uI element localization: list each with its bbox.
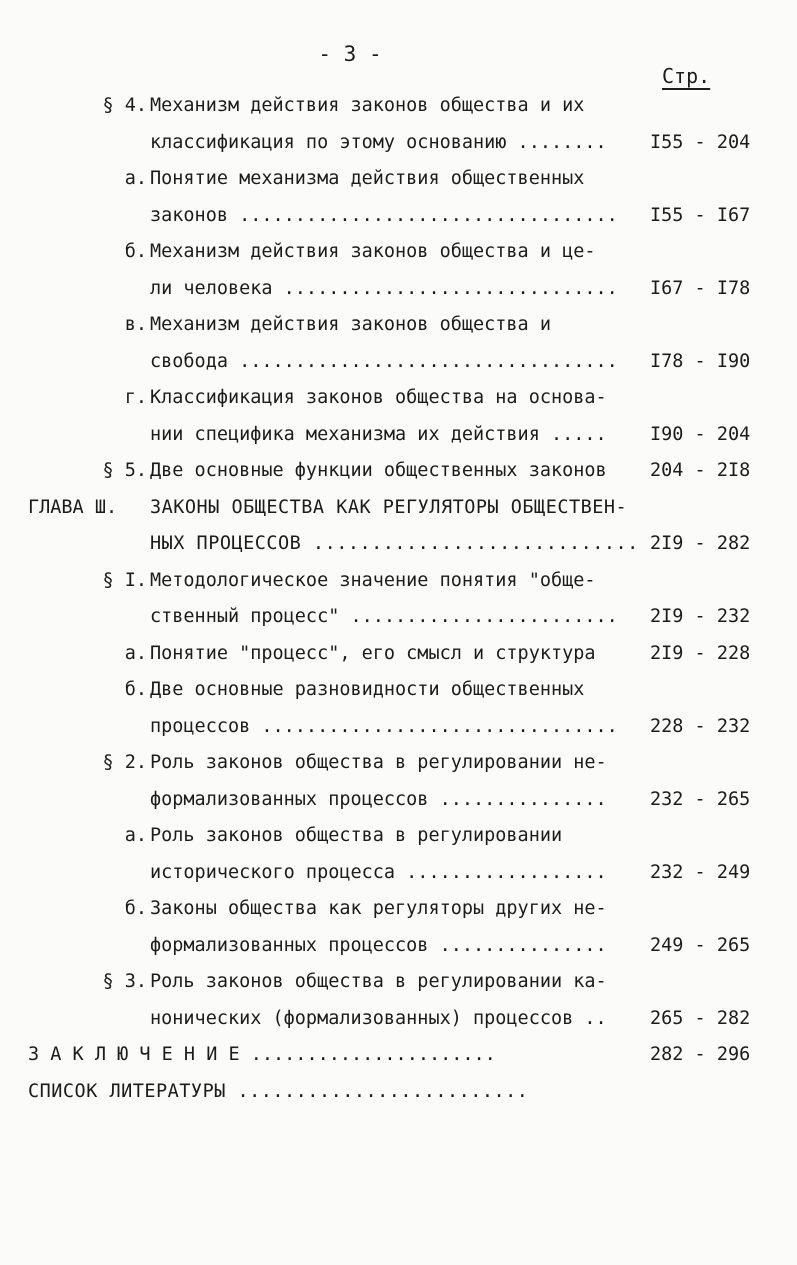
page-range: 232 - 249 bbox=[650, 861, 751, 883]
chapter-label: ГЛАВА Ш. bbox=[28, 496, 118, 518]
toc-row-conclusion bbox=[0, 1037, 797, 1074]
toc-row bbox=[0, 234, 797, 271]
table-of-contents bbox=[0, 88, 797, 1110]
toc-row bbox=[0, 380, 797, 417]
entry-text: формализованных процессов ............... bbox=[150, 934, 607, 956]
page-range: I55 - I67 bbox=[650, 204, 751, 226]
section-label: в. bbox=[124, 314, 147, 335]
toc-row bbox=[0, 782, 797, 819]
section-label: б. bbox=[124, 898, 147, 919]
entry-text: ственный процесс" ........................ bbox=[150, 606, 618, 627]
page-number: - 3 - bbox=[318, 42, 382, 66]
entry-text: Классификация законов общества на основа- bbox=[150, 387, 607, 408]
toc-row bbox=[0, 271, 797, 308]
section-label: б. bbox=[124, 241, 147, 262]
page-range: I78 - I90 bbox=[650, 350, 751, 372]
toc-row bbox=[0, 855, 797, 892]
toc-row bbox=[0, 307, 797, 344]
section-label: § 2. bbox=[102, 752, 147, 773]
entry-text: Механизм действия законов общества и их bbox=[150, 95, 585, 116]
entry-text: Законы общества как регуляторы других не- bbox=[150, 898, 607, 919]
entry-text: Механизм действия законов общества и це- bbox=[150, 241, 596, 262]
toc-row bbox=[0, 636, 797, 673]
entry-text: Роль законов общества в регулировании ка- bbox=[150, 971, 607, 992]
toc-row bbox=[0, 1001, 797, 1038]
toc-row-bibliography bbox=[0, 1074, 797, 1111]
toc-row bbox=[0, 964, 797, 1001]
entry-text: классификация по этому основанию ........ bbox=[150, 131, 607, 153]
entry-text: Методологическое значение понятия "обще- bbox=[150, 569, 596, 591]
toc-row bbox=[0, 344, 797, 381]
section-label: б. bbox=[124, 679, 147, 700]
toc-row bbox=[0, 928, 797, 965]
toc-row bbox=[0, 818, 797, 855]
entry-text: Понятие "процесс", его смысл и структура bbox=[150, 642, 596, 664]
page-range: 2I9 - 228 bbox=[650, 642, 751, 664]
page-range: 265 - 282 bbox=[650, 1007, 751, 1029]
entry-text: ли человека .............................. bbox=[150, 277, 618, 299]
toc-row bbox=[0, 745, 797, 782]
toc-row bbox=[0, 490, 797, 527]
section-label: § 3. bbox=[102, 971, 147, 992]
page-range: I90 - 204 bbox=[650, 423, 751, 445]
section-label: а. bbox=[124, 642, 147, 664]
toc-row bbox=[0, 891, 797, 928]
section-label: г. bbox=[124, 387, 147, 408]
entry-text: нонических (формализованных) процессов .. bbox=[150, 1007, 607, 1029]
entry-text: формализованных процессов ............... bbox=[150, 788, 607, 810]
entry-text: НЫХ ПРОЦЕССОВ ............................ bbox=[150, 533, 639, 554]
entry-text: З А К Л Ю Ч Е Н И Е ...................... bbox=[28, 1044, 496, 1065]
section-label: § I. bbox=[102, 569, 147, 591]
toc-row bbox=[0, 709, 797, 746]
page-range: 232 - 265 bbox=[650, 788, 751, 810]
toc-row bbox=[0, 599, 797, 636]
toc-row bbox=[0, 161, 797, 198]
page-range: I67 - I78 bbox=[650, 277, 751, 299]
page-range: 228 - 232 bbox=[650, 715, 751, 737]
toc-row bbox=[0, 417, 797, 454]
toc-row bbox=[0, 526, 797, 563]
entry-text: нии специфика механизма их действия ..... bbox=[150, 423, 607, 445]
section-label: а. bbox=[124, 825, 147, 846]
entry-text: исторического процесса .................. bbox=[150, 861, 607, 883]
toc-row bbox=[0, 125, 797, 162]
page-range: 282 - 296 bbox=[650, 1044, 751, 1065]
toc-row bbox=[0, 672, 797, 709]
page-range: 204 - 2I8 bbox=[650, 460, 751, 481]
entry-text: свобода .................................. bbox=[150, 350, 618, 372]
entry-text: Роль законов общества в регулировании не- bbox=[150, 752, 607, 773]
entry-text: Роль законов общества в регулировании bbox=[150, 825, 563, 846]
entry-text: Две основные разновидности общественных bbox=[150, 679, 585, 700]
entry-text: Механизм действия законов общества и bbox=[150, 314, 551, 335]
page-range: 249 - 265 bbox=[650, 934, 751, 956]
entry-text: законов .................................. bbox=[150, 204, 618, 226]
section-label: а. bbox=[124, 168, 147, 189]
page-range: I55 - 204 bbox=[650, 131, 751, 153]
entry-text: Понятие механизма действия общественных bbox=[150, 168, 585, 189]
toc-row bbox=[0, 88, 797, 125]
section-label: § 4. bbox=[102, 95, 147, 116]
entry-text: СПИСОК ЛИТЕРАТУРЫ ......................... bbox=[28, 1080, 529, 1102]
page-range: 2I9 - 282 bbox=[650, 533, 751, 554]
page-column-header: Стр. bbox=[662, 64, 711, 88]
toc-row bbox=[0, 198, 797, 235]
entry-text: ЗАКОНЫ ОБЩЕСТВА КАК РЕГУЛЯТОРЫ ОБЩЕСТВЕН- bbox=[150, 496, 628, 518]
entry-text: процессов ................................ bbox=[150, 715, 618, 737]
entry-text: Две основные функции общественных законов bbox=[150, 460, 607, 481]
section-label: § 5. bbox=[102, 460, 147, 481]
toc-row bbox=[0, 453, 797, 490]
page-range: 2I9 - 232 bbox=[650, 606, 751, 627]
toc-row bbox=[0, 563, 797, 600]
